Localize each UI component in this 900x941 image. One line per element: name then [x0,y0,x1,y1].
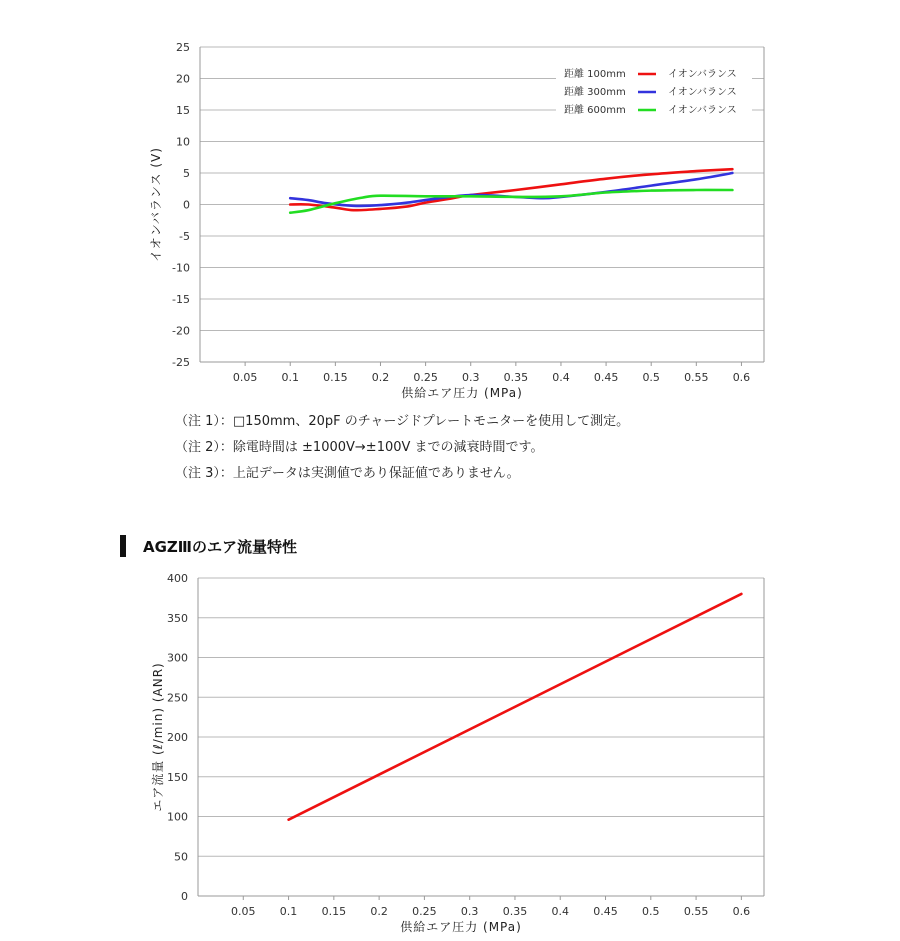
legend-distance-label: 距離 100mm [564,69,626,80]
ion-balance-x-tick-label: 0.5 [642,371,660,384]
air-flow-x-tick-label: 0.5 [642,905,660,918]
ion-balance-x-tick-label: 0.4 [552,371,570,384]
ion-balance-y-tick-label: 0 [183,198,190,212]
ion-balance-y-tick-label: 10 [176,135,190,149]
air-flow-x-tick-label: 0.15 [321,905,347,918]
air-flow-x-tick-label: 0.1 [279,905,298,918]
ion-balance-x-tick-label: 0.15 [323,371,348,384]
ion-balance-y-axis-label: イオンバランス (V) [149,147,163,262]
ion-balance-x-tick-label: 0.2 [371,371,390,384]
air-flow-y-tick-label: 200 [167,731,188,744]
air-flow-y-tick-label: 100 [167,810,188,824]
ion-balance-y-tick-label: -25 [172,356,190,369]
ion-balance-y-tick-label: 25 [176,41,190,54]
air-flow-x-tick-label: 0.25 [412,905,437,918]
air-flow-series-line-1 [289,594,742,820]
legend-distance-label: 距離 600mm [564,105,626,116]
section-heading [120,535,297,557]
air-flow-x-tick-label: 0.35 [502,905,528,918]
ion-balance-y-tick-label: -15 [172,293,190,306]
ion-balance-y-tick-label: 20 [176,72,190,86]
ion-balance-x-tick-label: 0.25 [413,371,438,384]
air-flow-y-axis-label: エア流量 (ℓ/min) (ANR) [151,662,165,812]
air-flow-y-tick-label: 300 [167,651,188,665]
legend-distance-label: 距離 300mm [564,87,626,98]
air-flow-chart [0,560,900,941]
section-title: AGZⅢのエア流量特性 [143,537,297,556]
ion-balance-y-tick-label: -20 [172,324,190,338]
air-flow-x-tick-label: 0.05 [231,905,256,918]
air-flow-y-tick-label: 50 [174,850,188,864]
ion-balance-y-tick-label: -5 [179,230,190,243]
air-flow-x-tick-label: 0.6 [732,905,751,918]
ion-balance-y-tick-label: 15 [176,104,190,117]
ion-balance-x-tick-label: 0.45 [593,371,619,384]
ion-balance-x-tick-label: 0.1 [281,371,299,384]
ion-balance-chart [0,0,900,405]
air-flow-y-tick-label: 400 [167,572,188,585]
note-2: （注 2）：除電時間は ±1000V→±100V までの減衰時間です。 [175,440,544,455]
air-flow-y-tick-label: 350 [167,611,188,625]
air-flow-x-tick-label: 0.55 [683,905,709,918]
air-flow-y-tick-label: 0 [181,890,188,903]
air-flow-y-tick-label: 250 [167,691,188,705]
notes [175,409,629,487]
air-flow-y-tick-label: 150 [167,770,188,784]
air-flow-x-tick-label: 0.4 [551,905,569,918]
ion-balance-x-tick-label: 0.05 [232,371,258,384]
ion-balance-x-tick-label: 0.3 [461,371,480,384]
ion-balance-x-tick-label: 0.55 [684,371,709,384]
ion-balance-y-tick-label: -10 [172,261,190,275]
heading-marker [120,535,126,557]
air-flow-x-tick-label: 0.45 [593,905,618,918]
air-flow-x-tick-label: 0.2 [370,905,388,918]
legend-series-label: イオンバランス [668,69,737,80]
legend-series-label: イオンバランス [668,105,737,116]
air-flow-x-axis-label: 供給エア圧力 (MPa) [400,920,522,934]
note-1: （注 1）：□150mm、20pF のチャージドプレートモニターを使用して測定。 [175,414,630,429]
note-3: （注 3）：上記データは実測値であり保証値でありません。 [175,466,520,481]
ion-balance-x-axis-label: 供給エア圧力 (MPa) [401,386,523,400]
legend-series-label: イオンバランス [668,87,737,98]
ion-balance-y-tick-label: 5 [183,167,190,180]
air-flow-x-tick-label: 0.3 [460,905,479,918]
ion-balance-x-tick-label: 0.35 [503,371,529,384]
ion-balance-x-tick-label: 0.6 [732,371,751,384]
